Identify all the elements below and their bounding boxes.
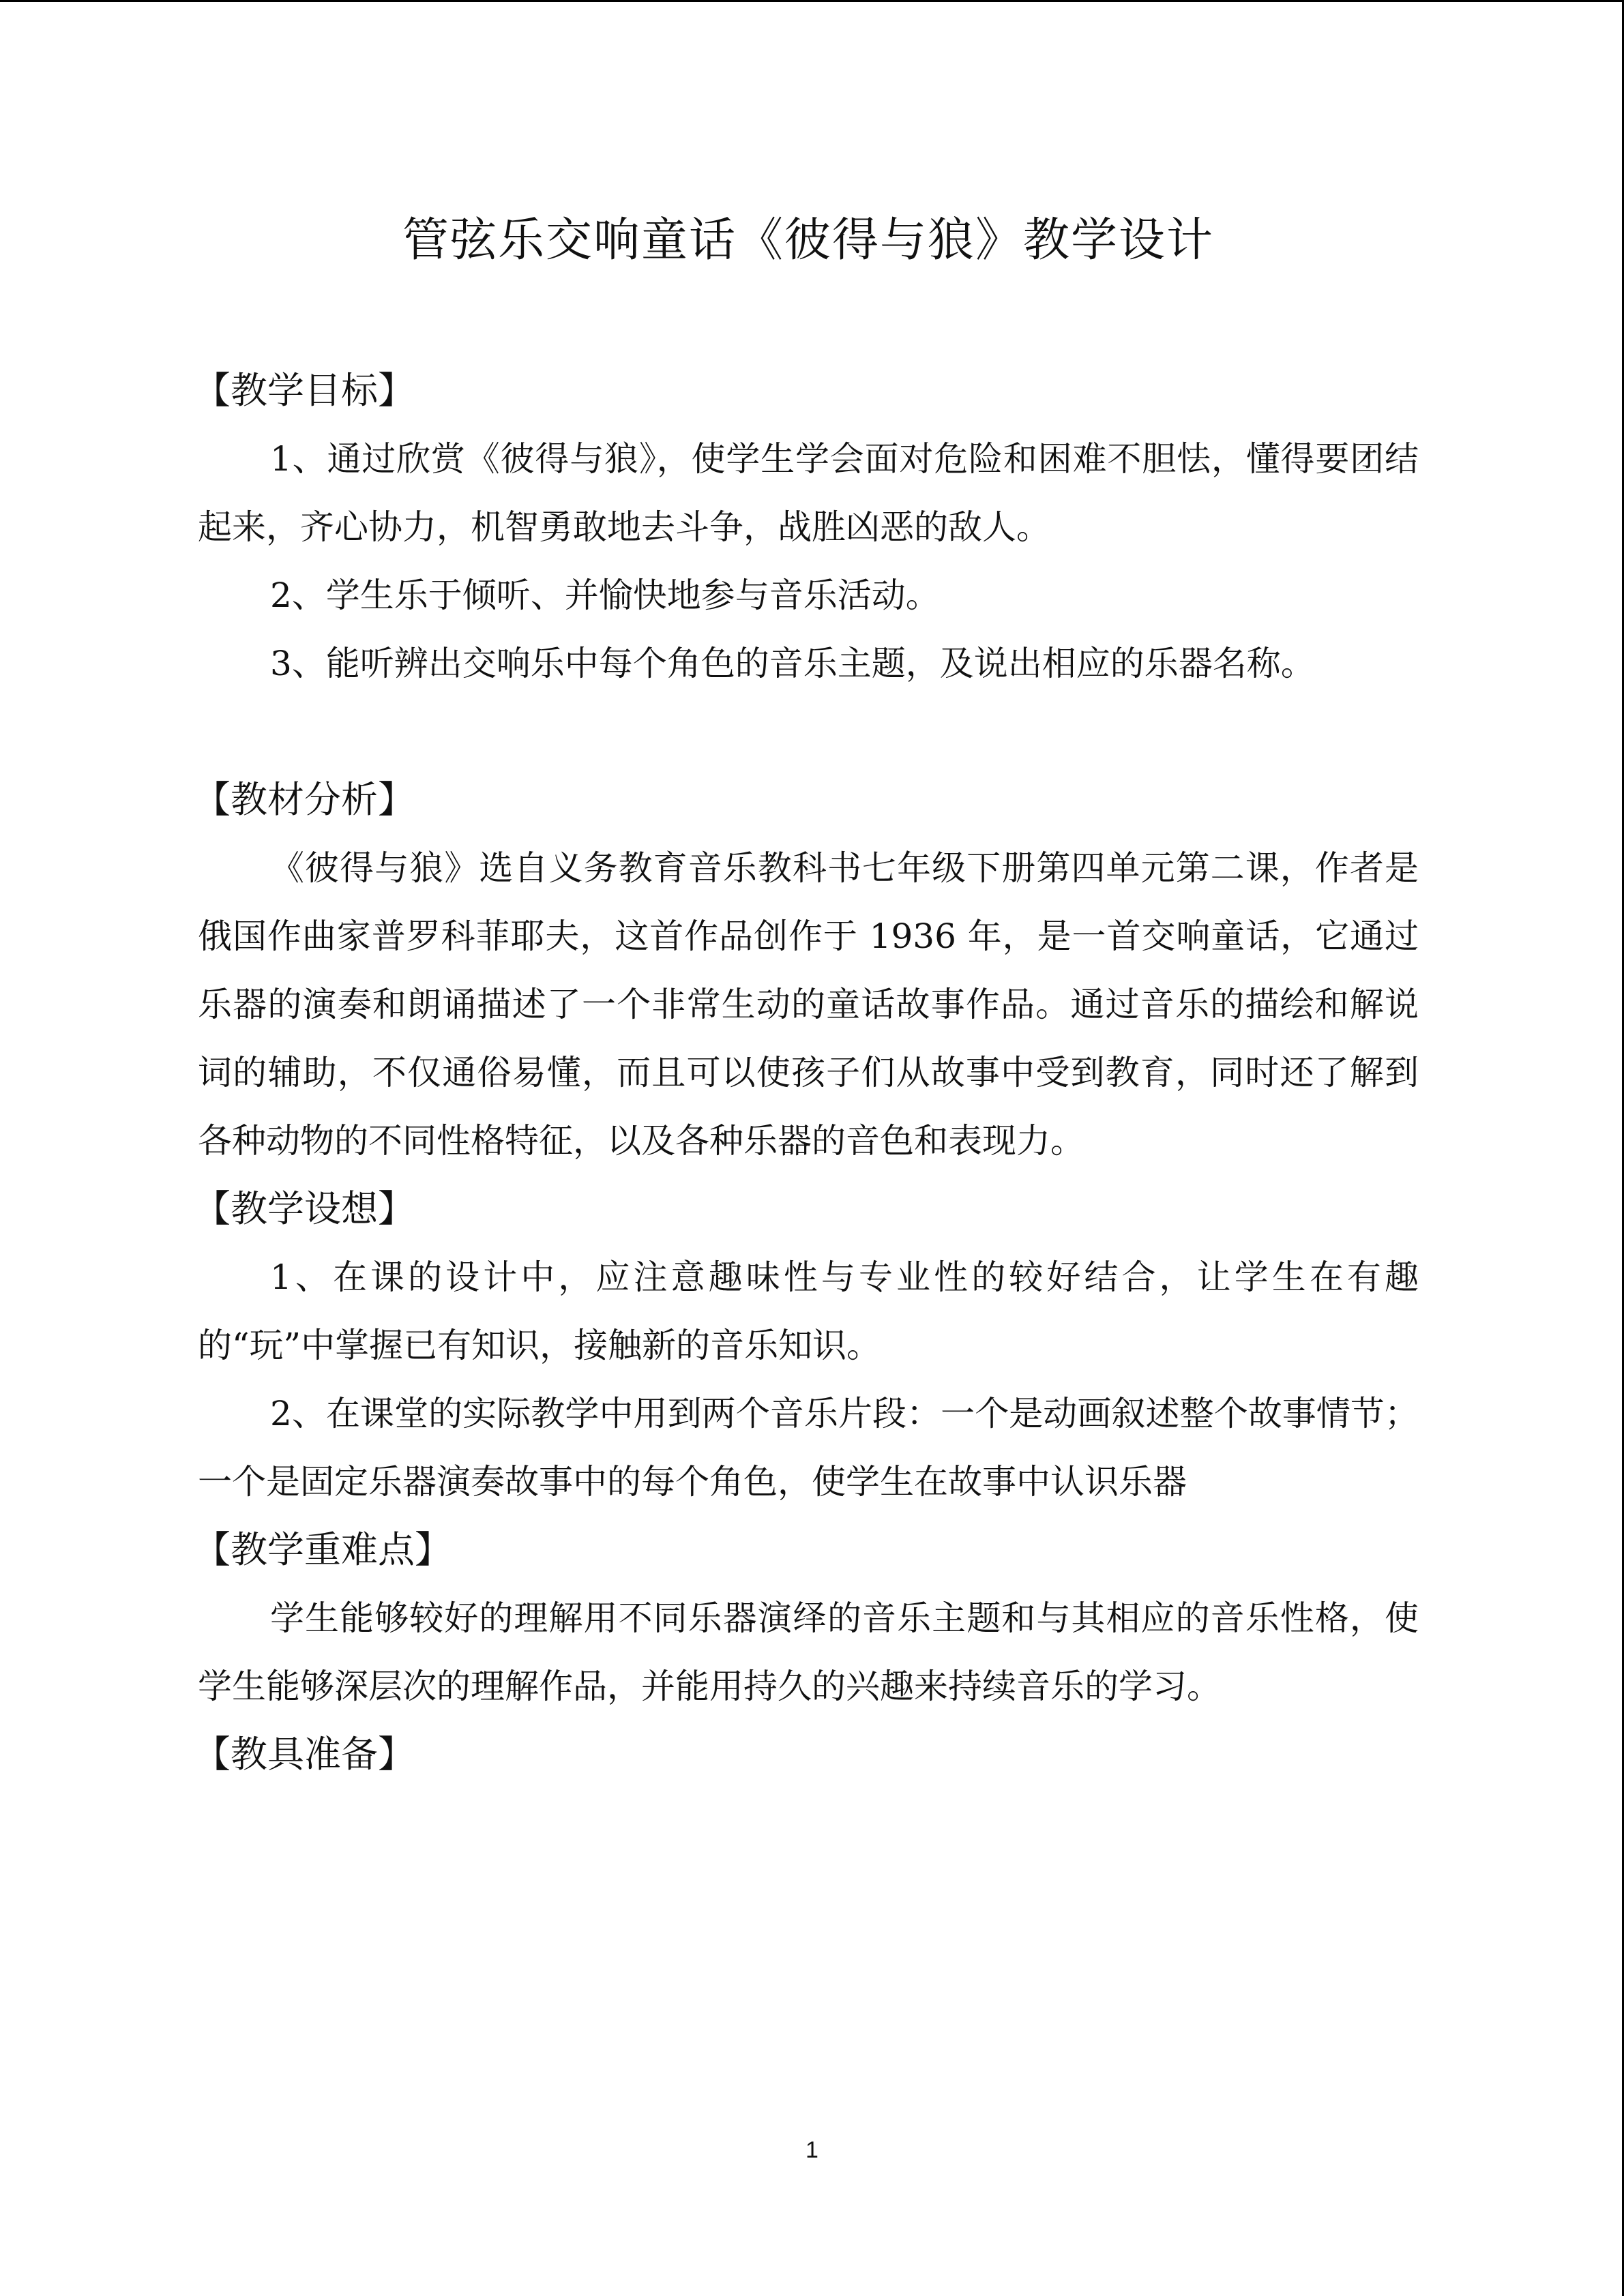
section-material-analysis <box>194 766 1419 1175</box>
section-key-difficulties <box>194 1516 1419 1720</box>
section-heading: 【教学设想】 <box>194 1187 415 1230</box>
paragraph: 3、能听辨出交响乐中每个角色的音乐主题，及说出相应的乐器名称。 <box>270 644 1315 683</box>
document-body <box>194 357 1419 1789</box>
paragraph: 《彼得与狼》选自义务教育音乐教科书七年级下册第四单元第二课，作者是俄国作曲家普罗科菲耶夫，这首作品创作于 1936 年，是一首交响童话，它通过乐器的演奏和朗诵描述了一个非常生动的童话故事作品。通过音乐的描绘和解说词的辅助，不仅通俗易懂，而且可以使孩子们从故事中受到教育，同时还了解到各种动物的不同性格特征，以及各种乐器的音色和表现力。 <box>198 848 1419 1161</box>
section-heading: 【教具准备】 <box>194 1733 415 1776</box>
paragraph: 1、通过欣赏《彼得与狼》，使学生学会面对危险和困难不胆怯，懂得要团结起来，齐心协力，机智勇敢地去斗争，战胜凶恶的敌人。 <box>198 439 1419 547</box>
section-teaching-concept <box>194 1175 1419 1516</box>
paragraph: 2、在课堂的实际教学中用到两个音乐片段：一个是动画叙述整个故事情节；一个是固定乐器演奏故事中的每个角色，使学生在故事中认识乐器 <box>198 1394 1419 1502</box>
section-heading: 【教学目标】 <box>194 369 415 412</box>
section-heading: 【教材分析】 <box>194 778 415 821</box>
section-teaching-goals <box>194 357 1419 698</box>
section-spacer <box>198 698 1419 766</box>
page-number: 1 <box>806 2137 818 2163</box>
document-title: 管弦乐交响童话《彼得与狼》教学设计 <box>402 213 1214 267</box>
section-heading: 【教学重难点】 <box>194 1528 452 1571</box>
paragraph: 学生能够较好的理解用不同乐器演绎的音乐主题和与其相应的音乐性格，使学生能够深层次的理解作品，并能用持久的兴趣来持续音乐的学习。 <box>198 1598 1419 1706</box>
paragraph: 1、在课的设计中，应注意趣味性与专业性的较好结合，让学生在有趣的“玩”中掌握已有知识，接触新的音乐知识。 <box>198 1257 1419 1365</box>
paragraph: 2、学生乐于倾听、并愉快地参与音乐活动。 <box>270 576 940 615</box>
section-teaching-aids <box>194 1720 1419 1789</box>
